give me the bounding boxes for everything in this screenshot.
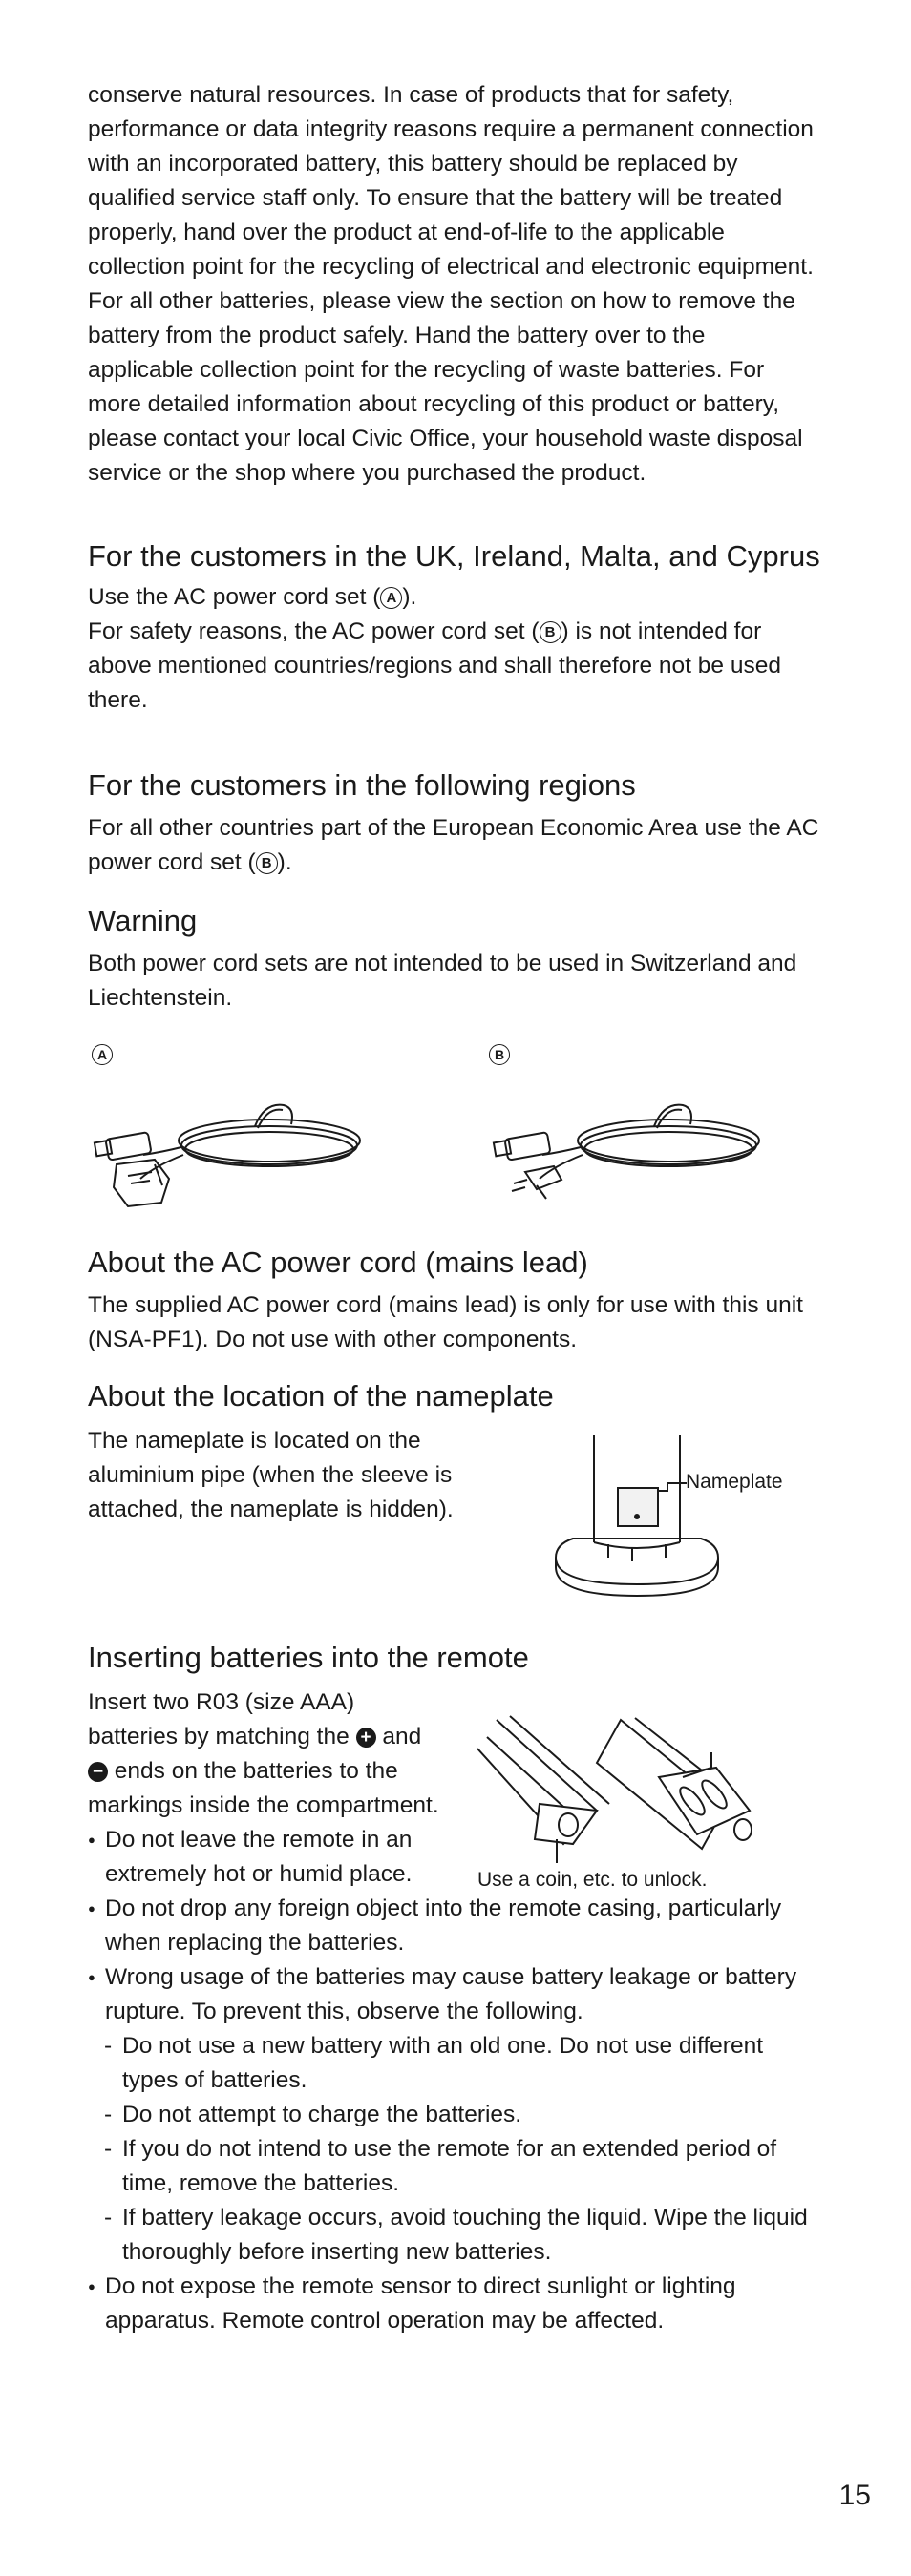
heading-uk: For the customers in the UK, Ireland, Malta, and Cyprus	[88, 539, 820, 573]
label-b-icon: B	[256, 852, 278, 874]
plus-icon: +	[356, 1728, 376, 1748]
section-power-cord	[88, 1246, 823, 1357]
figure-label-a: A	[92, 1044, 113, 1065]
nameplate-callout-line	[658, 1477, 687, 1497]
uk-line-2: For safety reasons, the AC power cord set ( B ) is not intended for above mentioned countries/regions and shall therefore not be used there.	[88, 618, 781, 713]
heading-warning: Warning	[88, 904, 198, 937]
heading-nameplate: About the location of the nameplate	[88, 1379, 554, 1413]
batteries-insert-line-3: − ends on the batteries to the	[88, 1754, 479, 1789]
battery-caption: Use a coin, etc. to unlock.	[477, 1869, 708, 1891]
section-warning	[88, 905, 823, 1016]
list-item: ● Do not leave the remote in an extremely hot or humid place.	[88, 1823, 449, 1892]
page-number: 15	[838, 2480, 871, 2511]
eu-power-cord-illustration	[487, 1088, 773, 1212]
power-cord-text: The supplied AC power cord (mains lead) is only for use with this unit (NSA-PF1). Do not use with other components.	[88, 1292, 803, 1352]
list-item: - If you do not intend to use the remote for an extended period of time, remove the batteries.	[88, 2132, 814, 2201]
list-item: ● Do not drop any foreign object into the remote casing, particularly when replacing the batteries.	[88, 1892, 814, 1960]
heading-batteries: Inserting batteries into the remote	[88, 1641, 529, 1674]
battery-precautions-list	[88, 2029, 814, 2270]
list-item: ● Wrong usage of the batteries may cause battery leakage or battery rupture. To prevent this, observe the following.	[88, 1960, 814, 2029]
uk-power-cord-illustration	[88, 1088, 374, 1212]
nameplate-callout: Nameplate	[686, 1471, 783, 1493]
intro-paragraph: conserve natural resources. In case of products that for safety, performance or data integrity reasons require a permanent connection with an incorporated battery, this battery should be replaced by qualified service staff only. To ensure that the battery will be treated properly, hand over the product at end-of-life to the applicable collection point for the recycling of electrical and electronic equipment. For all other batteries, please view the section on how to remove the battery from the product safely. Hand the battery over to the applicable collection point for the recycling of waste batteries. For more detailed information about recycling of this product or battery, please contact your local Civic Office, your household waste disposal service or the shop where you purchased the product.	[88, 82, 814, 486]
list-item: - Do not attempt to charge the batteries.	[88, 2098, 814, 2132]
uk-line-1: Use the AC power cord set ( A ).	[88, 584, 417, 610]
remote-battery-illustration	[477, 1710, 793, 1873]
section-regions	[88, 769, 823, 880]
list-item: ● Do not expose the remote sensor to direct sunlight or lighting apparatus. Remote control operation may be affected.	[88, 2270, 814, 2338]
heading-power-cord: About the AC power cord (mains lead)	[88, 1246, 588, 1279]
list-item: - Do not use a new battery with an old one. Do not use different types of batteries.	[88, 2029, 814, 2098]
section-uk	[88, 540, 823, 718]
label-b-icon: B	[540, 621, 561, 643]
batteries-insert-line-4: markings inside the compartment.	[88, 1792, 439, 1818]
nameplate-text: The nameplate is located on the aluminium pipe (when the sleeve is attached, the nameplate is hidden).	[88, 1428, 454, 1522]
figure-label-b: B	[489, 1044, 510, 1065]
batteries-insert-line-1: Insert two R03 (size AAA)	[88, 1689, 355, 1715]
warning-text: Both power cord sets are not intended to be used in Switzerland and Liechtenstein.	[88, 951, 797, 1011]
heading-regions: For the customers in the following regions	[88, 768, 636, 802]
minus-icon: −	[88, 1762, 108, 1782]
label-a-icon: A	[380, 587, 402, 609]
batteries-list-end	[88, 2270, 814, 2338]
batteries-insert-line-2: batteries by matching the + and	[88, 1724, 422, 1749]
regions-text: For all other countries part of the European Economic Area use the AC power cord set ( B ).	[88, 815, 819, 875]
list-item: - If battery leakage occurs, avoid touching the liquid. Wipe the liquid thoroughly before inserting new batteries.	[88, 2201, 814, 2270]
nameplate-illustration	[537, 1435, 756, 1626]
